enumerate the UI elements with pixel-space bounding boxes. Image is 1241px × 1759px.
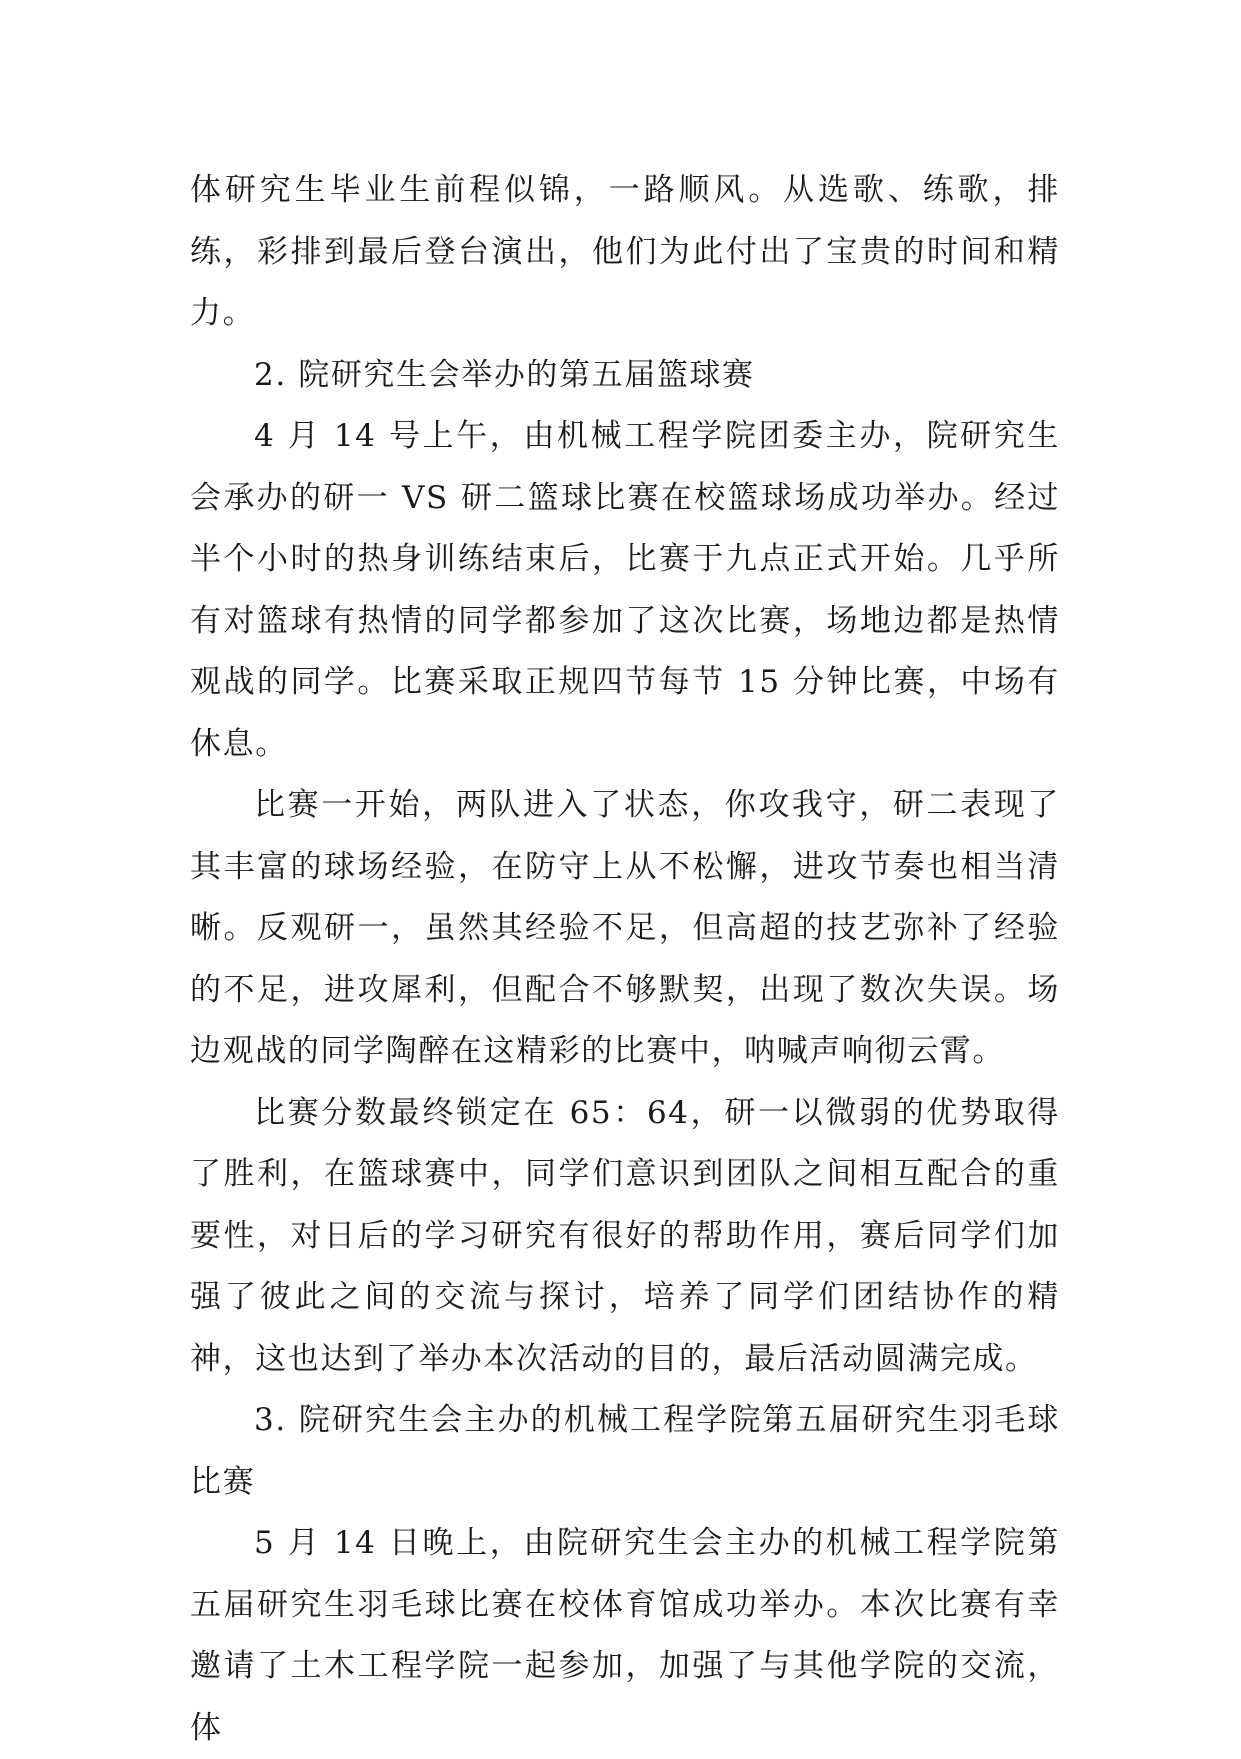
paragraph-basketball-overview: 4 月 14 号上午，由机械工程学院团委主办，院研究生会承办的研一 VS 研二篮球比赛在校篮球场成功举办。经过半个小时的热身训练结束后，比赛于九点正式开始。几乎所有对篮球有热情的同学都参加了这次比赛，场地边都是热情观战的同学。比赛采取正规四节每节 15 分钟比赛，中场有休息。: [190, 418, 1060, 762]
section-heading-basketball: 2. 院研究生会举办的第五届篮球赛: [254, 356, 755, 393]
paragraph-basketball-result: 比赛分数最终锁定在 65：64，研一以微弱的优势取得了胜利，在篮球赛中，同学们意识到团队之间相互配合的重要性，对日后的学习研究有很好的帮助作用，赛后同学们加强了彼此之间的交流与探讨，培养了同学们团结协作的精神，这也达到了举办本次活动的目的，最后活动圆满完成。: [190, 1094, 1060, 1377]
paragraph-intro-continued: 体研究生毕业生前程似锦，一路顺风。从选歌、练歌，排练，彩排到最后登台演出，他们为此付出了宝贵的时间和精力。: [190, 172, 1060, 331]
document-body: [190, 160, 1060, 1759]
paragraph-basketball-match: 比赛一开始，两队进入了状态，你攻我守，研二表现了其丰富的球场经验，在防守上从不松懈，进攻节奏也相当清晰。反观研一，虽然其经验不足，但高超的技艺弥补了经验的不足，进攻犀利，但配合不够默契，出现了数次失误。场边观战的同学陶醉在这精彩的比赛中，呐喊声响彻云霄。: [190, 787, 1060, 1069]
paragraph-badminton-overview: 5 月 14 日晚上，由院研究生会主办的机械工程学院第五届研究生羽毛球比赛在校体育馆成功举办。本次比赛有幸邀请了土木工程学院一起参加，加强了与其他学院的交流，体: [190, 1525, 1060, 1746]
section-heading-badminton: 3. 院研究生会主办的机械工程学院第五届研究生羽毛球比赛: [190, 1402, 1060, 1500]
